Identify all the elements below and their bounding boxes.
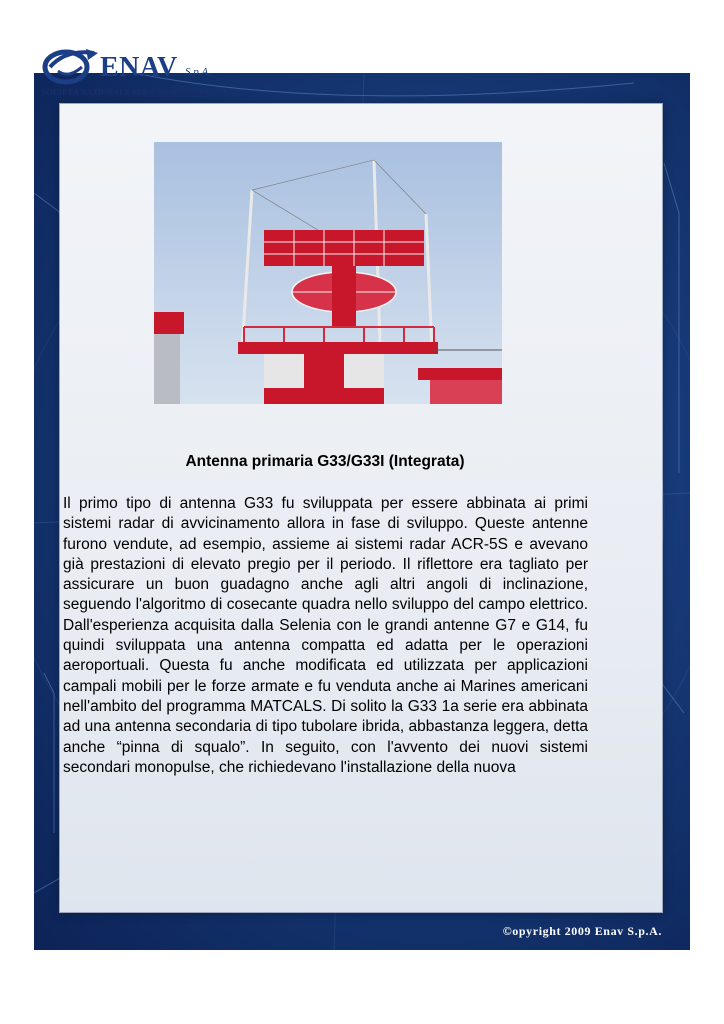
- logo-tagline: SOCIETÀ NAZIONALE PER L'ASSISTENZA AL VOLO: [42, 88, 248, 97]
- copyright-text: ©opyright 2009 Enav S.p.A.: [502, 924, 662, 938]
- document-title: Antenna primaria G33/G33I (Integrata): [185, 453, 465, 470]
- radar-antenna-photo: [154, 142, 502, 404]
- document-paragraph: Il primo tipo di antenna G33 fu sviluppata per essere abbinata ai primi sistemi radar di avvicinamento allora in fase di sviluppo. Queste antenne furono vendute, ad esempio, assieme ai sistemi radar ACR-5S e avevano già prestazioni di elevato pregio per il periodo. Il riflettore era tagliato per assicurare un buon guadagno anche agli altri angoli di inclinazione, seguendo l'algoritmo di cosecante quadra nello sviluppo del campo elettrico. Dall'esperienza acquisita dalla Selenia con le grandi antenne G7 e G14, fu quindi sviluppata una antenna compatta ed adatta per le operazioni aeroportuali. Questa fu anche modificata ed utilizzata per applicazioni campali mobili per le forze armate e fu venduta anche ai Marines americani nell'ambito del programma MATCALS. Di solito la G33 1a serie era abbinata ad una antenna secondaria di tipo tubolare ibrida, abbastanza leggera, detta anche “pinna di squalo”. In seguito, con l'avvento dei nuovi sistemi secondari monopulse, che richiedevano l'installazione della nuova: [63, 495, 588, 776]
- logo-suffix: S.p.A.: [185, 66, 211, 78]
- enav-emblem-icon: [42, 47, 102, 87]
- enav-logo: [42, 47, 272, 107]
- logo-brand: ENAV: [100, 52, 178, 83]
